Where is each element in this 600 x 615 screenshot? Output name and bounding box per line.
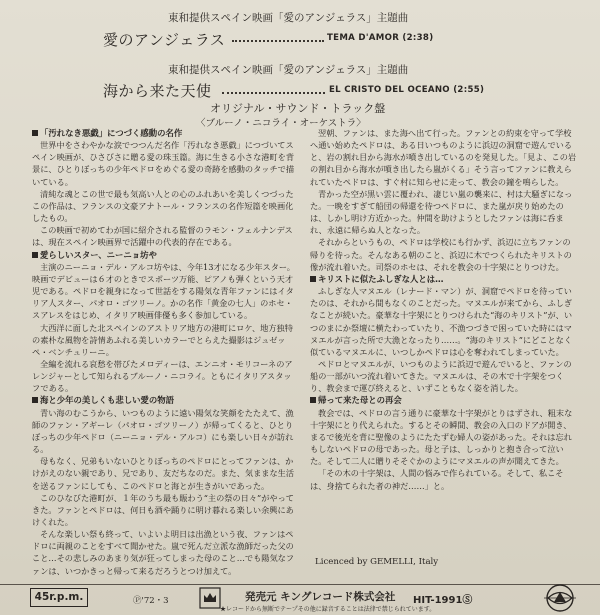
song2-title-jp: 海から来た天使 [103, 82, 212, 100]
paragraph: 世界中をさわやかな涙でつつんだ名作「汚れなき悪戯」につづいてスペイン映画が、ひさびさに贈る愛の珠玉篇。海に生きる小さな港町を背景に、ひとりぼっちの少年ペドロをめぐる愛の奇跡を感動のタッチで描いている。 [32, 140, 295, 187]
section-heading: 愛らしいスター、ニーニョ坊や [32, 249, 300, 261]
paragraph: 「その木の十字架は、人間の悩みで作られている。そして、私こそは、身捨てられた者の神だ……」と。 [310, 468, 564, 491]
square-bullet-icon [310, 397, 316, 403]
song2-title-en: EL CRISTO DEL OCEANO (2:55) [329, 85, 485, 95]
rpm-badge: 45r.p.m. [30, 588, 88, 607]
song2-leader-dots [222, 92, 325, 94]
credit-line2: 〈ブルーノ・ニコライ・オーケストラ〉 [196, 118, 366, 129]
paragraph: 教会では、ペドロの言う通りに豪華な十字架がとりはずされ、粗末な十字架にとり代えられた。するとその瞬間、教会の入口のドアが開き、まるで後光を背に聖像のようにたたずむ婦人の姿があった。それは忘れもしないペドロの母であった。母と子は、しっかりと抱き合って泣いた。そして二人に贈りそそぐかのようにマヌエルの声が聞えてきた。 [310, 407, 573, 467]
paragraph: 全編を流れる哀愁を帯びたメロディーは、エンニオ・モリコーネのアレンジャーとして知られるブルーノ・ニコライ。ともにイタリアスタッフである。 [32, 358, 293, 394]
paragraph: このひなびた港町が、１年のうち最も賑わう“主の祭の日々”がやってきた。ファンとペドロは、何日も酒や踊りに明け暮れる楽しい余興にあけくれた。 [32, 492, 294, 527]
paragraph: ふしぎな人マヌエル（レナード・マン）が、洞窟でペドロを待っていたのは、それから間もなくのことだった。マヌエルが来てから、ふしぎなことが続いた。豪華な十字架にとりつけられた“海のキリスト”が、いつのまにか祭壇に横たわっていたり、不漁つづきで困っていた時にはマヌエルが言った所で大漁となったり……。“海のキリスト”にどことなく似ているマヌエルに、いつしかペドロは心を奪われてしまっていた。 [310, 286, 573, 357]
square-bullet-icon [32, 252, 38, 258]
paragraph: 翌朝、ファンは、また海へ出て行った。ファンとの約束を守って学校へ通い始めたペドロは、ある日いつものように浜辺の洞窟で遊んでいると、岩の割れ目から海水が噴き出しているのを発見した。「見よ、この岩の割れ目から海水が噴き出したら嵐がくる」そう言ってファンに教えられていたペドロは、すぐ村に知らせに走って、教会の鐘を鳴らした。 [310, 128, 577, 187]
square-bullet-icon [32, 130, 38, 136]
song1-title-jp: 愛のアンジェラス [103, 31, 226, 49]
song1-leader-dots [232, 40, 324, 42]
credit-line1: オリジナル・サウンド・トラック盤 [210, 102, 386, 115]
section-heading: 「汚れなき悪戯」につづく感動の名作 [32, 127, 300, 139]
phonogram-date: Ⓟ'72・3 [133, 596, 169, 606]
paragraph: そんな楽しい祭も終って、いよいよ明日は出漁という夜、ファンはペドロに両親のことをすべて聞かせた。嵐で死んだ立派な漁師だった父のこと…その悲しみのあまり気が狂ってしまった母のこと…でも陽気なファンは、いつかきっと帰って来るだろうとつけ加えて。 [32, 529, 295, 576]
licence-note: Licenced by GEMELLI, Italy [315, 557, 439, 567]
paragraph: 清純な魂とこの世で最も気高い人との心のふれあいを美しくつづったこの作品は、フランスの文豪アナトール・フランスの名作短篇を映画化したもの。 [32, 188, 294, 224]
section-heading: 海と少年の美しくも悲しい愛の物語 [32, 394, 300, 406]
paragraph: 主演のニーニョ・デル・アルコ坊やは、今年13才になる少年スター。映画でデビューは６才のときでスポーツ万能、ピアノも弾くという天才児である。ペドロを親身になって世話をする陽気な青年ファンにはイタリア人スター、パオロ・ゴツリーノ。かの名作「黄金の七人」のホセ・スアレスをはじめ、イタリア映画俳優も多く参加している。 [32, 261, 295, 321]
section-heading: 帰って来た母との再会 [310, 394, 578, 406]
square-bullet-icon [310, 276, 316, 282]
king-crown-logo-icon [199, 587, 221, 609]
seven-seas-emblem-icon [542, 583, 578, 613]
publisher-name: 発売元 キングレコード株式会社 [245, 591, 396, 603]
paragraph: それからというもの、ペドロは学校にも行かず、浜辺に立ちファンの帰りを待った。そんなある朝のこと、浜辺に木でつくられたキリストの像が流れ着いた。司祭のホセは、それを教会の十字架にとりつけた。 [310, 237, 572, 272]
song1-subtitle: 東和提供スペイン映画「愛のアンジェラス」主題曲 [168, 12, 409, 24]
paragraph: ペドロとマヌエルが、いつものように浜辺で遊んでいると、ファンの船の一部がいつ流れ着いてきた。マヌエルは、その木で十字架をつくり、教会まで運び終えると、いずこともなく姿を消した。 [310, 358, 572, 394]
square-bullet-icon [32, 397, 38, 403]
liner-notes-left [32, 127, 300, 577]
paragraph: 母もなく、兄弟もいないひとりぼっちのペドロにとってファンは、かけがえのない親であり、兄であり、友だちなのだ。また、気ままな生活を送るファンにしても、このペドロと海とが生きがいであった。 [32, 456, 295, 491]
song2-subtitle: 東和提供スペイン映画「愛のアンジェラス」主題曲 [168, 64, 409, 76]
liner-notes-right [310, 127, 578, 492]
footer-divider [0, 584, 600, 585]
paragraph: 青い海のむこうから、いつものように遠い陽気な笑顔をたたえて、漁師のファン・アギーレ（パオロ・ゴツリーノ）が帰ってくると、ひとりぼっちの少年ペドロ（ニーニョ・デル・アルコ）にも楽しい日々が訪れる。 [32, 407, 294, 455]
catalog-number: HIT-1991Ⓢ [413, 595, 473, 606]
paragraph: この映画で初めてわが国に紹介される監督のラモン・フェルナンデスは、現在スペイン映画界で活躍中の代表的存在である。 [32, 225, 293, 248]
song1-title-en: TEMA D'AMOR (2:38) [327, 33, 434, 43]
paragraph: 大西洋に面した北スペインのアストリア地方の港町にロケ、地方独特の素朴な風物を詩情あふれる美しいカラーでとらえた撮影はジュゼッペ・ベンチュリーニ。 [32, 322, 293, 357]
paragraph: 青かった空が黒い雲に覆われ、凄じい嵐の襲来に、村は大騒ぎになった。一晩をすぎて船団の帰還を待つペドロに、また嵐が戻り始めたのは、しかし明け方近かった。仲間を助けようとしたファンは海に呑まれ、永遠に帰らぬ人となった。 [310, 188, 573, 236]
section-heading: キリストに似たふしぎな人とは… [310, 273, 578, 285]
copyright-warning: ★レコードから無断でテープその他に録音することは法律で禁じられています。 [220, 606, 436, 613]
